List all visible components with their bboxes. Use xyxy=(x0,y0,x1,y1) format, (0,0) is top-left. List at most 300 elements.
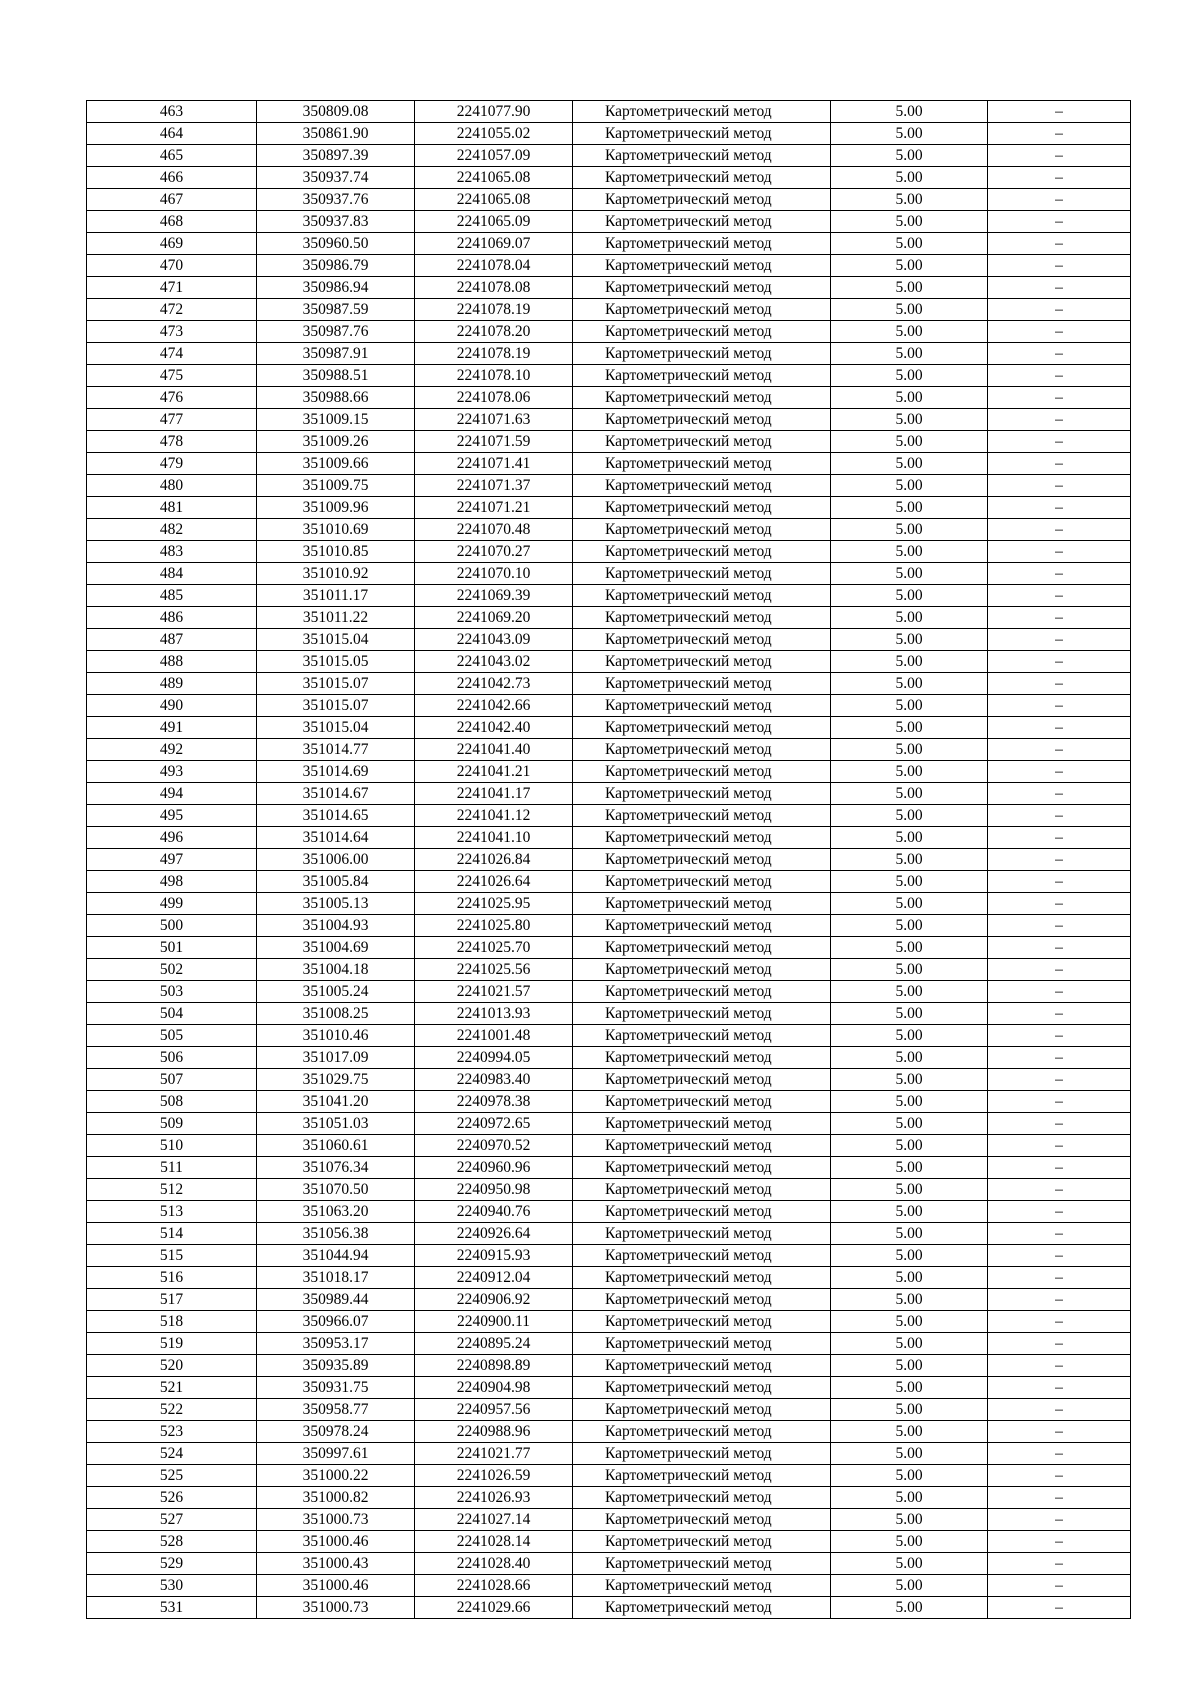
accuracy-cell: 5.00 xyxy=(831,1465,988,1487)
table-row xyxy=(87,365,1131,387)
accuracy-cell: 5.00 xyxy=(831,101,988,123)
x-coordinate-cell: 351018.17 xyxy=(257,1267,415,1289)
note-cell: – xyxy=(988,167,1131,189)
table-row xyxy=(87,321,1131,343)
y-coordinate-cell: 2241069.20 xyxy=(415,607,573,629)
point-number-cell: 516 xyxy=(87,1267,257,1289)
point-number-cell: 483 xyxy=(87,541,257,563)
table-row xyxy=(87,871,1131,893)
x-coordinate-cell: 351029.75 xyxy=(257,1069,415,1091)
table-row xyxy=(87,915,1131,937)
accuracy-cell: 5.00 xyxy=(831,299,988,321)
note-cell: – xyxy=(988,497,1131,519)
method-cell: Картометрический метод xyxy=(573,805,831,827)
accuracy-cell: 5.00 xyxy=(831,1399,988,1421)
accuracy-cell: 5.00 xyxy=(831,893,988,915)
table-row xyxy=(87,1069,1131,1091)
table-row xyxy=(87,1267,1131,1289)
accuracy-cell: 5.00 xyxy=(831,233,988,255)
x-coordinate-cell: 351015.04 xyxy=(257,629,415,651)
table-row xyxy=(87,101,1131,123)
table-row xyxy=(87,1311,1131,1333)
point-number-cell: 485 xyxy=(87,585,257,607)
table-row xyxy=(87,1025,1131,1047)
table-row xyxy=(87,1597,1131,1619)
y-coordinate-cell: 2241057.09 xyxy=(415,145,573,167)
x-coordinate-cell: 351000.82 xyxy=(257,1487,415,1509)
table-row xyxy=(87,1289,1131,1311)
note-cell: – xyxy=(988,453,1131,475)
x-coordinate-cell: 350989.44 xyxy=(257,1289,415,1311)
point-number-cell: 481 xyxy=(87,497,257,519)
method-cell: Картометрический метод xyxy=(573,1003,831,1025)
point-number-cell: 476 xyxy=(87,387,257,409)
method-cell: Картометрический метод xyxy=(573,1157,831,1179)
point-number-cell: 514 xyxy=(87,1223,257,1245)
table-row xyxy=(87,1487,1131,1509)
y-coordinate-cell: 2241029.66 xyxy=(415,1597,573,1619)
x-coordinate-cell: 350966.07 xyxy=(257,1311,415,1333)
accuracy-cell: 5.00 xyxy=(831,453,988,475)
y-coordinate-cell: 2241071.63 xyxy=(415,409,573,431)
y-coordinate-cell: 2241026.93 xyxy=(415,1487,573,1509)
note-cell: – xyxy=(988,343,1131,365)
note-cell: – xyxy=(988,1047,1131,1069)
point-number-cell: 488 xyxy=(87,651,257,673)
note-cell: – xyxy=(988,145,1131,167)
table-row xyxy=(87,1421,1131,1443)
point-number-cell: 506 xyxy=(87,1047,257,1069)
accuracy-cell: 5.00 xyxy=(831,1179,988,1201)
point-number-cell: 495 xyxy=(87,805,257,827)
note-cell: – xyxy=(988,805,1131,827)
table-row xyxy=(87,1553,1131,1575)
note-cell: – xyxy=(988,211,1131,233)
y-coordinate-cell: 2241026.84 xyxy=(415,849,573,871)
y-coordinate-cell: 2240912.04 xyxy=(415,1267,573,1289)
x-coordinate-cell: 351015.07 xyxy=(257,673,415,695)
note-cell: – xyxy=(988,1377,1131,1399)
x-coordinate-cell: 350958.77 xyxy=(257,1399,415,1421)
method-cell: Картометрический метод xyxy=(573,1289,831,1311)
y-coordinate-cell: 2240906.92 xyxy=(415,1289,573,1311)
note-cell: – xyxy=(988,321,1131,343)
accuracy-cell: 5.00 xyxy=(831,497,988,519)
x-coordinate-cell: 350987.91 xyxy=(257,343,415,365)
note-cell: – xyxy=(988,1223,1131,1245)
x-coordinate-cell: 351005.13 xyxy=(257,893,415,915)
x-coordinate-cell: 351004.69 xyxy=(257,937,415,959)
method-cell: Картометрический метод xyxy=(573,299,831,321)
x-coordinate-cell: 351015.04 xyxy=(257,717,415,739)
point-number-cell: 531 xyxy=(87,1597,257,1619)
x-coordinate-cell: 351010.46 xyxy=(257,1025,415,1047)
point-number-cell: 512 xyxy=(87,1179,257,1201)
accuracy-cell: 5.00 xyxy=(831,1157,988,1179)
table-row xyxy=(87,959,1131,981)
x-coordinate-cell: 351041.20 xyxy=(257,1091,415,1113)
method-cell: Картометрический метод xyxy=(573,277,831,299)
table-row xyxy=(87,343,1131,365)
y-coordinate-cell: 2240950.98 xyxy=(415,1179,573,1201)
method-cell: Картометрический метод xyxy=(573,365,831,387)
method-cell: Картометрический метод xyxy=(573,893,831,915)
method-cell: Картометрический метод xyxy=(573,475,831,497)
x-coordinate-cell: 351005.84 xyxy=(257,871,415,893)
point-number-cell: 473 xyxy=(87,321,257,343)
point-number-cell: 517 xyxy=(87,1289,257,1311)
note-cell: – xyxy=(988,673,1131,695)
accuracy-cell: 5.00 xyxy=(831,475,988,497)
accuracy-cell: 5.00 xyxy=(831,629,988,651)
table-row xyxy=(87,1531,1131,1553)
y-coordinate-cell: 2241071.37 xyxy=(415,475,573,497)
method-cell: Картометрический метод xyxy=(573,409,831,431)
note-cell: – xyxy=(988,695,1131,717)
accuracy-cell: 5.00 xyxy=(831,365,988,387)
x-coordinate-cell: 351000.73 xyxy=(257,1597,415,1619)
table-row xyxy=(87,1399,1131,1421)
x-coordinate-cell: 351000.46 xyxy=(257,1575,415,1597)
note-cell: – xyxy=(988,1311,1131,1333)
accuracy-cell: 5.00 xyxy=(831,189,988,211)
y-coordinate-cell: 2240978.38 xyxy=(415,1091,573,1113)
note-cell: – xyxy=(988,233,1131,255)
note-cell: – xyxy=(988,651,1131,673)
table-row xyxy=(87,761,1131,783)
point-number-cell: 520 xyxy=(87,1355,257,1377)
point-number-cell: 510 xyxy=(87,1135,257,1157)
method-cell: Картометрический метод xyxy=(573,1267,831,1289)
y-coordinate-cell: 2241071.41 xyxy=(415,453,573,475)
note-cell: – xyxy=(988,1003,1131,1025)
method-cell: Картометрический метод xyxy=(573,1487,831,1509)
x-coordinate-cell: 351011.22 xyxy=(257,607,415,629)
method-cell: Картометрический метод xyxy=(573,959,831,981)
y-coordinate-cell: 2241042.66 xyxy=(415,695,573,717)
method-cell: Картометрический метод xyxy=(573,167,831,189)
method-cell: Картометрический метод xyxy=(573,1311,831,1333)
table-row xyxy=(87,299,1131,321)
x-coordinate-cell: 351014.67 xyxy=(257,783,415,805)
note-cell: – xyxy=(988,365,1131,387)
x-coordinate-cell: 351014.64 xyxy=(257,827,415,849)
table-row xyxy=(87,387,1131,409)
point-number-cell: 471 xyxy=(87,277,257,299)
x-coordinate-cell: 350861.90 xyxy=(257,123,415,145)
note-cell: – xyxy=(988,1509,1131,1531)
accuracy-cell: 5.00 xyxy=(831,717,988,739)
table-row xyxy=(87,475,1131,497)
x-coordinate-cell: 351060.61 xyxy=(257,1135,415,1157)
note-cell: – xyxy=(988,1597,1131,1619)
point-number-cell: 475 xyxy=(87,365,257,387)
y-coordinate-cell: 2241042.73 xyxy=(415,673,573,695)
table-row xyxy=(87,431,1131,453)
x-coordinate-cell: 351000.73 xyxy=(257,1509,415,1531)
x-coordinate-cell: 351014.65 xyxy=(257,805,415,827)
x-coordinate-cell: 350897.39 xyxy=(257,145,415,167)
y-coordinate-cell: 2240898.89 xyxy=(415,1355,573,1377)
note-cell: – xyxy=(988,717,1131,739)
y-coordinate-cell: 2241041.40 xyxy=(415,739,573,761)
method-cell: Картометрический метод xyxy=(573,1399,831,1421)
accuracy-cell: 5.00 xyxy=(831,871,988,893)
point-number-cell: 524 xyxy=(87,1443,257,1465)
y-coordinate-cell: 2240960.96 xyxy=(415,1157,573,1179)
accuracy-cell: 5.00 xyxy=(831,695,988,717)
note-cell: – xyxy=(988,739,1131,761)
note-cell: – xyxy=(988,849,1131,871)
x-coordinate-cell: 351004.18 xyxy=(257,959,415,981)
point-number-cell: 468 xyxy=(87,211,257,233)
point-number-cell: 508 xyxy=(87,1091,257,1113)
x-coordinate-cell: 351056.38 xyxy=(257,1223,415,1245)
note-cell: – xyxy=(988,1487,1131,1509)
table-row xyxy=(87,805,1131,827)
note-cell: – xyxy=(988,541,1131,563)
accuracy-cell: 5.00 xyxy=(831,959,988,981)
method-cell: Картометрический метод xyxy=(573,145,831,167)
accuracy-cell: 5.00 xyxy=(831,1047,988,1069)
method-cell: Картометрический метод xyxy=(573,101,831,123)
x-coordinate-cell: 350809.08 xyxy=(257,101,415,123)
note-cell: – xyxy=(988,1575,1131,1597)
y-coordinate-cell: 2241078.20 xyxy=(415,321,573,343)
method-cell: Картометрический метод xyxy=(573,1245,831,1267)
y-coordinate-cell: 2241021.57 xyxy=(415,981,573,1003)
point-number-cell: 530 xyxy=(87,1575,257,1597)
table-row xyxy=(87,519,1131,541)
method-cell: Картометрический метод xyxy=(573,1465,831,1487)
note-cell: – xyxy=(988,189,1131,211)
x-coordinate-cell: 351009.26 xyxy=(257,431,415,453)
method-cell: Картометрический метод xyxy=(573,1553,831,1575)
point-number-cell: 490 xyxy=(87,695,257,717)
accuracy-cell: 5.00 xyxy=(831,541,988,563)
accuracy-cell: 5.00 xyxy=(831,519,988,541)
y-coordinate-cell: 2241042.40 xyxy=(415,717,573,739)
y-coordinate-cell: 2240940.76 xyxy=(415,1201,573,1223)
x-coordinate-cell: 351010.92 xyxy=(257,563,415,585)
method-cell: Картометрический метод xyxy=(573,1355,831,1377)
point-number-cell: 494 xyxy=(87,783,257,805)
x-coordinate-cell: 351010.85 xyxy=(257,541,415,563)
note-cell: – xyxy=(988,915,1131,937)
x-coordinate-cell: 351011.17 xyxy=(257,585,415,607)
table-row xyxy=(87,123,1131,145)
table-row xyxy=(87,739,1131,761)
method-cell: Картометрический метод xyxy=(573,453,831,475)
table-row xyxy=(87,1465,1131,1487)
accuracy-cell: 5.00 xyxy=(831,827,988,849)
method-cell: Картометрический метод xyxy=(573,717,831,739)
accuracy-cell: 5.00 xyxy=(831,1289,988,1311)
point-number-cell: 478 xyxy=(87,431,257,453)
table-row xyxy=(87,893,1131,915)
method-cell: Картометрический метод xyxy=(573,321,831,343)
note-cell: – xyxy=(988,1333,1131,1355)
point-number-cell: 487 xyxy=(87,629,257,651)
method-cell: Картометрический метод xyxy=(573,871,831,893)
point-number-cell: 489 xyxy=(87,673,257,695)
accuracy-cell: 5.00 xyxy=(831,211,988,233)
point-number-cell: 480 xyxy=(87,475,257,497)
y-coordinate-cell: 2241041.17 xyxy=(415,783,573,805)
table-row xyxy=(87,585,1131,607)
y-coordinate-cell: 2241078.04 xyxy=(415,255,573,277)
coordinates-table xyxy=(86,100,1131,1619)
accuracy-cell: 5.00 xyxy=(831,739,988,761)
method-cell: Картометрический метод xyxy=(573,343,831,365)
point-number-cell: 497 xyxy=(87,849,257,871)
table-row xyxy=(87,1113,1131,1135)
accuracy-cell: 5.00 xyxy=(831,563,988,585)
method-cell: Картометрический метод xyxy=(573,783,831,805)
note-cell: – xyxy=(988,123,1131,145)
method-cell: Картометрический метод xyxy=(573,1421,831,1443)
table-row xyxy=(87,937,1131,959)
note-cell: – xyxy=(988,101,1131,123)
point-number-cell: 466 xyxy=(87,167,257,189)
accuracy-cell: 5.00 xyxy=(831,1531,988,1553)
point-number-cell: 515 xyxy=(87,1245,257,1267)
x-coordinate-cell: 350988.66 xyxy=(257,387,415,409)
coordinates-table-body xyxy=(87,101,1131,1619)
x-coordinate-cell: 350953.17 xyxy=(257,1333,415,1355)
method-cell: Картометрический метод xyxy=(573,981,831,1003)
accuracy-cell: 5.00 xyxy=(831,1487,988,1509)
accuracy-cell: 5.00 xyxy=(831,651,988,673)
note-cell: – xyxy=(988,585,1131,607)
table-row xyxy=(87,1509,1131,1531)
table-row xyxy=(87,651,1131,673)
point-number-cell: 528 xyxy=(87,1531,257,1553)
method-cell: Картометрический метод xyxy=(573,1047,831,1069)
note-cell: – xyxy=(988,1421,1131,1443)
y-coordinate-cell: 2241026.59 xyxy=(415,1465,573,1487)
note-cell: – xyxy=(988,1069,1131,1091)
accuracy-cell: 5.00 xyxy=(831,585,988,607)
table-row xyxy=(87,827,1131,849)
x-coordinate-cell: 351015.07 xyxy=(257,695,415,717)
method-cell: Картометрический метод xyxy=(573,607,831,629)
y-coordinate-cell: 2241078.19 xyxy=(415,299,573,321)
y-coordinate-cell: 2241070.10 xyxy=(415,563,573,585)
point-number-cell: 467 xyxy=(87,189,257,211)
method-cell: Картометрический метод xyxy=(573,695,831,717)
table-row xyxy=(87,1355,1131,1377)
accuracy-cell: 5.00 xyxy=(831,1421,988,1443)
method-cell: Картометрический метод xyxy=(573,1069,831,1091)
x-coordinate-cell: 351076.34 xyxy=(257,1157,415,1179)
table-row xyxy=(87,563,1131,585)
note-cell: – xyxy=(988,981,1131,1003)
note-cell: – xyxy=(988,563,1131,585)
note-cell: – xyxy=(988,387,1131,409)
accuracy-cell: 5.00 xyxy=(831,167,988,189)
y-coordinate-cell: 2241026.64 xyxy=(415,871,573,893)
note-cell: – xyxy=(988,827,1131,849)
point-number-cell: 486 xyxy=(87,607,257,629)
note-cell: – xyxy=(988,1113,1131,1135)
y-coordinate-cell: 2241028.40 xyxy=(415,1553,573,1575)
note-cell: – xyxy=(988,893,1131,915)
method-cell: Картометрический метод xyxy=(573,1091,831,1113)
point-number-cell: 507 xyxy=(87,1069,257,1091)
method-cell: Картометрический метод xyxy=(573,497,831,519)
accuracy-cell: 5.00 xyxy=(831,761,988,783)
note-cell: – xyxy=(988,761,1131,783)
table-row xyxy=(87,981,1131,1003)
note-cell: – xyxy=(988,629,1131,651)
method-cell: Картометрический метод xyxy=(573,849,831,871)
note-cell: – xyxy=(988,1179,1131,1201)
point-number-cell: 499 xyxy=(87,893,257,915)
table-row xyxy=(87,607,1131,629)
table-row xyxy=(87,1377,1131,1399)
accuracy-cell: 5.00 xyxy=(831,1135,988,1157)
table-row xyxy=(87,629,1131,651)
y-coordinate-cell: 2241028.14 xyxy=(415,1531,573,1553)
accuracy-cell: 5.00 xyxy=(831,1091,988,1113)
point-number-cell: 518 xyxy=(87,1311,257,1333)
note-cell: – xyxy=(988,1267,1131,1289)
method-cell: Картометрический метод xyxy=(573,629,831,651)
y-coordinate-cell: 2241001.48 xyxy=(415,1025,573,1047)
x-coordinate-cell: 350937.76 xyxy=(257,189,415,211)
point-number-cell: 529 xyxy=(87,1553,257,1575)
table-row xyxy=(87,409,1131,431)
note-cell: – xyxy=(988,959,1131,981)
table-row xyxy=(87,1135,1131,1157)
note-cell: – xyxy=(988,1443,1131,1465)
y-coordinate-cell: 2241065.08 xyxy=(415,189,573,211)
note-cell: – xyxy=(988,937,1131,959)
point-number-cell: 470 xyxy=(87,255,257,277)
method-cell: Картометрический метод xyxy=(573,1179,831,1201)
point-number-cell: 504 xyxy=(87,1003,257,1025)
y-coordinate-cell: 2241069.39 xyxy=(415,585,573,607)
y-coordinate-cell: 2241025.70 xyxy=(415,937,573,959)
method-cell: Картометрический метод xyxy=(573,431,831,453)
accuracy-cell: 5.00 xyxy=(831,937,988,959)
y-coordinate-cell: 2240904.98 xyxy=(415,1377,573,1399)
accuracy-cell: 5.00 xyxy=(831,1575,988,1597)
note-cell: – xyxy=(988,277,1131,299)
table-row xyxy=(87,453,1131,475)
accuracy-cell: 5.00 xyxy=(831,981,988,1003)
accuracy-cell: 5.00 xyxy=(831,123,988,145)
x-coordinate-cell: 351000.46 xyxy=(257,1531,415,1553)
x-coordinate-cell: 351044.94 xyxy=(257,1245,415,1267)
x-coordinate-cell: 351010.69 xyxy=(257,519,415,541)
method-cell: Картометрический метод xyxy=(573,541,831,563)
note-cell: – xyxy=(988,1025,1131,1047)
point-number-cell: 477 xyxy=(87,409,257,431)
table-row xyxy=(87,233,1131,255)
point-number-cell: 511 xyxy=(87,1157,257,1179)
point-number-cell: 502 xyxy=(87,959,257,981)
table-row xyxy=(87,497,1131,519)
y-coordinate-cell: 2241065.09 xyxy=(415,211,573,233)
accuracy-cell: 5.00 xyxy=(831,1003,988,1025)
x-coordinate-cell: 350937.74 xyxy=(257,167,415,189)
x-coordinate-cell: 351005.24 xyxy=(257,981,415,1003)
y-coordinate-cell: 2241041.21 xyxy=(415,761,573,783)
point-number-cell: 503 xyxy=(87,981,257,1003)
y-coordinate-cell: 2241078.06 xyxy=(415,387,573,409)
